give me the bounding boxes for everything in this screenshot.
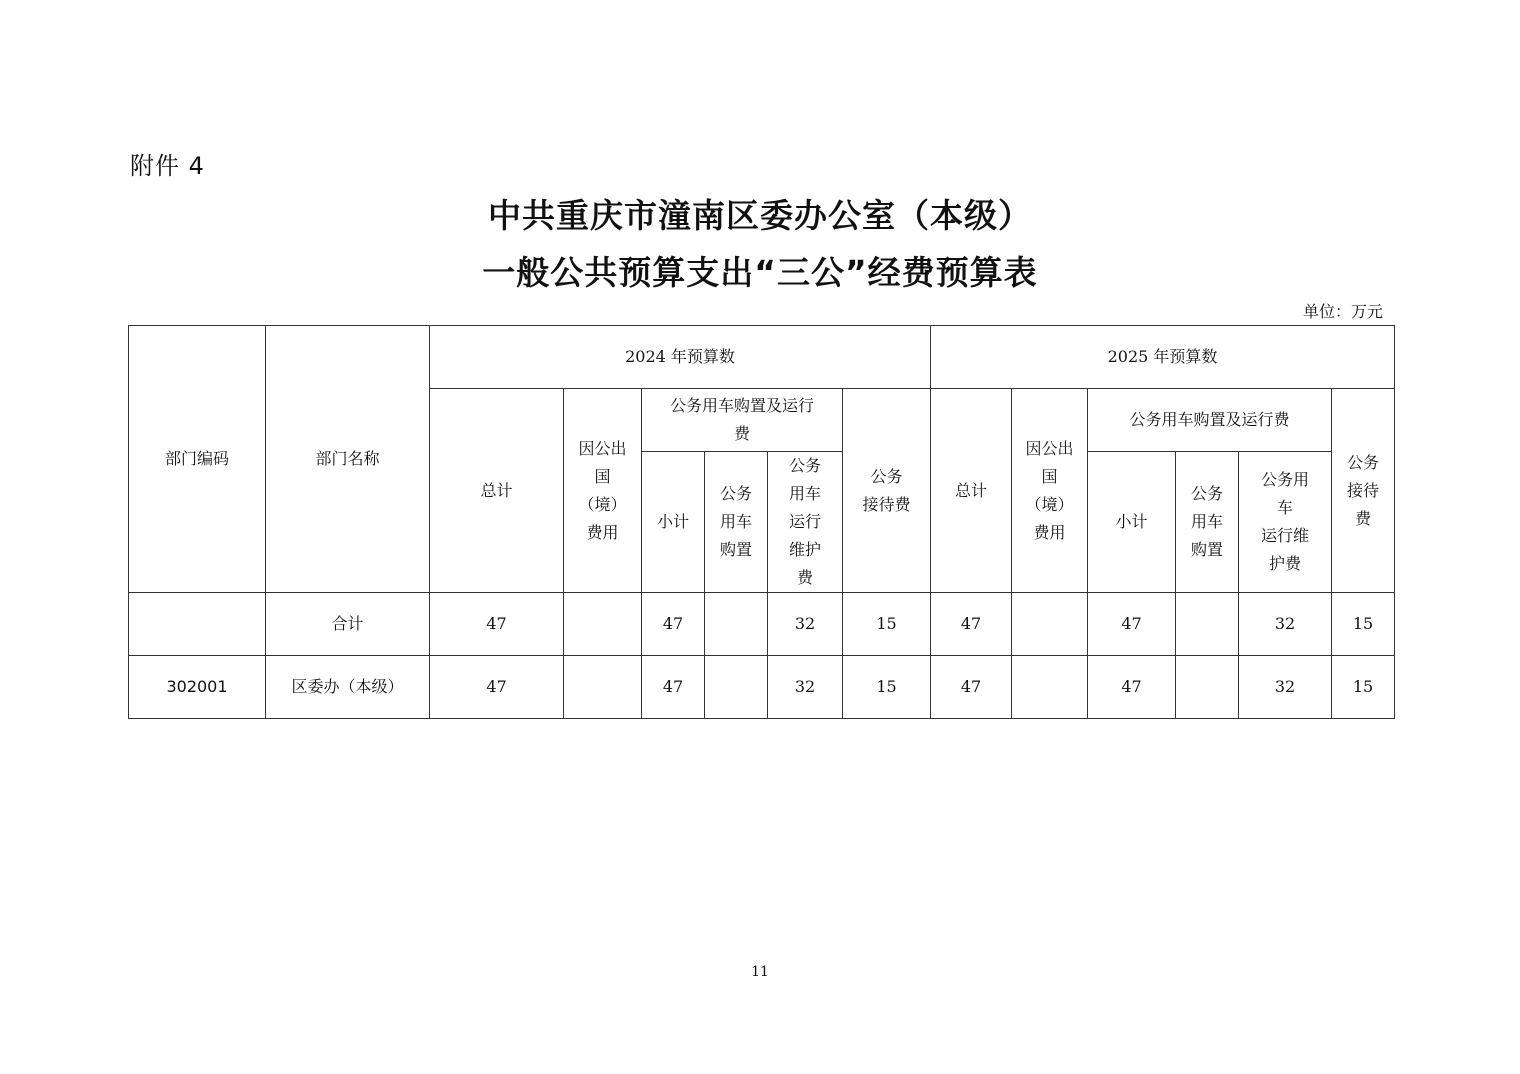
cell-2024-total: 47 (430, 593, 564, 656)
cell-2025-subtotal: 47 (1088, 656, 1176, 719)
header-2025-total: 总计 (931, 389, 1012, 593)
cell-2025-vehicle-purchase (1176, 656, 1239, 719)
header-2024-subtotal: 小计 (642, 452, 705, 593)
cell-2024-subtotal: 47 (642, 593, 705, 656)
header-2024-vehicle-group: 公务用车购置及运行 费 (642, 389, 843, 452)
cell-2024-reception: 15 (843, 593, 931, 656)
cell-2025-abroad (1012, 593, 1088, 656)
header-2025-subtotal: 小计 (1088, 452, 1176, 593)
cell-2024-vehicle-purchase (705, 593, 768, 656)
cell-dept-code (129, 593, 266, 656)
cell-2025-vehicle-operation: 32 (1239, 593, 1332, 656)
cell-2025-subtotal: 47 (1088, 593, 1176, 656)
cell-2024-total: 47 (430, 656, 564, 719)
header-2025-vehicle-group: 公务用车购置及运行费 (1088, 389, 1332, 452)
cell-2024-vehicle-purchase (705, 656, 768, 719)
cell-2025-reception: 15 (1332, 593, 1395, 656)
header-row-years (129, 326, 1395, 389)
unit-label: 单位：万元 (1302, 302, 1383, 321)
cell-2025-vehicle-purchase (1176, 593, 1239, 656)
cell-2025-total: 47 (931, 593, 1012, 656)
header-year-2025: 2025 年预算数 (931, 326, 1395, 389)
header-2024-vehicle-operation: 公务 用车 运行 维护 费 (768, 452, 843, 593)
page-number: 11 (751, 964, 769, 980)
cell-dept-name: 合计 (266, 593, 430, 656)
document-title-line2: 一般公共预算支出“三公”经费预算表 (482, 253, 1038, 292)
cell-2024-abroad (564, 593, 642, 656)
cell-2024-reception: 15 (843, 656, 931, 719)
header-2025-vehicle-operation: 公务用 车 运行维 护费 (1239, 452, 1332, 593)
cell-2025-vehicle-operation: 32 (1239, 656, 1332, 719)
header-2025-abroad: 因公出 国 （境） 费用 (1012, 389, 1088, 593)
header-2024-total: 总计 (430, 389, 564, 593)
cell-2025-total: 47 (931, 656, 1012, 719)
header-dept-name: 部门名称 (266, 326, 430, 593)
document-title-line1: 中共重庆市潼南区委办公室（本级） (488, 196, 1032, 235)
cell-2024-abroad (564, 656, 642, 719)
attachment-label: 附件 4 (130, 152, 205, 180)
cell-2024-vehicle-operation: 32 (768, 593, 843, 656)
header-year-2024: 2024 年预算数 (430, 326, 931, 389)
cell-2024-subtotal: 47 (642, 656, 705, 719)
header-2025-vehicle-purchase: 公务 用车 购置 (1176, 452, 1239, 593)
cell-2025-reception: 15 (1332, 656, 1395, 719)
header-dept-code: 部门编码 (129, 326, 266, 593)
table-row (129, 593, 1395, 656)
cell-2024-vehicle-operation: 32 (768, 656, 843, 719)
cell-2025-abroad (1012, 656, 1088, 719)
header-2024-abroad: 因公出 国 （境） 费用 (564, 389, 642, 593)
cell-dept-code: 302001 (129, 656, 266, 719)
budget-table (128, 325, 1395, 719)
header-2024-vehicle-purchase: 公务 用车 购置 (705, 452, 768, 593)
cell-dept-name: 区委办（本级） (266, 656, 430, 719)
header-2024-reception: 公务 接待费 (843, 389, 931, 593)
table-row (129, 656, 1395, 719)
header-2025-reception: 公务 接待 费 (1332, 389, 1395, 593)
